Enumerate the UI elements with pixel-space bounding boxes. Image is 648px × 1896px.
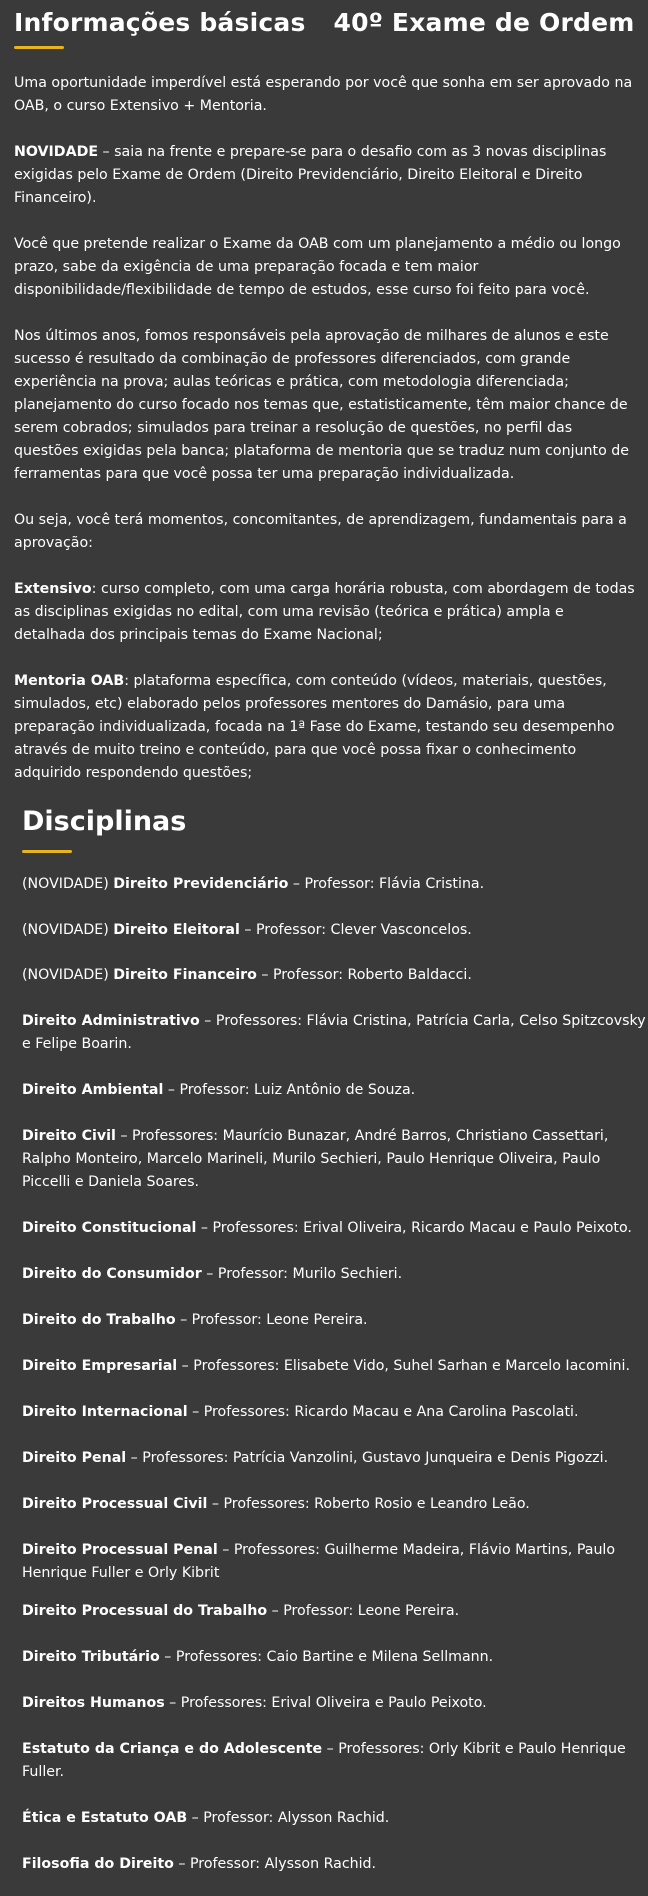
disciplina-professors: – Professores: Ricardo Macau e Ana Carolina Pascolati.	[187, 1404, 579, 1420]
disciplina-item	[22, 1646, 646, 1669]
disciplina-item	[22, 1738, 646, 1784]
intro-paragraph: Ou seja, você terá momentos, concomitantes, de aprendizagem, fundamentais para a aprovação:	[14, 512, 627, 551]
disciplina-item	[22, 1355, 646, 1378]
disciplina-professors: – Professores: Caio Bartine e Milena Sellmann.	[159, 1649, 494, 1665]
disciplina-professors: – Professores: Elisabete Vido, Suhel Sarhan e Marcelo Iacomini.	[177, 1358, 630, 1374]
disciplina-name: Direito Previdenciário	[113, 876, 289, 892]
disciplina-professors: – Professor: Alysson Rachid.	[187, 1810, 390, 1826]
disciplina-professors: – Professores: Erival Oliveira, Ricardo Macau e Paulo Peixoto.	[196, 1220, 632, 1236]
intro-paragraph: Uma oportunidade imperdível está esperando por você que sonha em ser aprovado na OAB, o curso Extensivo + Mentoria.	[14, 75, 633, 114]
disciplina-item	[22, 1807, 646, 1830]
disciplina-item	[22, 873, 646, 896]
disciplina-prefix: (NOVIDADE)	[22, 922, 114, 938]
disciplina-name: Direito Ambiental	[22, 1082, 164, 1098]
header-title	[14, 6, 644, 40]
novidade-text: – saia na frente e prepare-se para o desafio com as 3 novas disciplinas exigidas pelo Exame de Ordem (Direito Previdenciário, Direito Eleitoral e Direito Financeiro).	[14, 144, 607, 206]
disciplina-professors: – Professores: Flávia Cristina, Patrícia Carla, Celso Spitzcovsky e Felipe Boarin.	[22, 1013, 646, 1052]
disciplina-name: Direito Constitucional	[22, 1220, 197, 1236]
disciplina-name: Direito Administrativo	[22, 1013, 200, 1029]
disciplina-professors: – Professor: Leone Pereira.	[267, 1603, 460, 1619]
disciplina-name: Direito Empresarial	[22, 1358, 178, 1374]
mentoria-text: : plataforma específica, com conteúdo (vídeos, materiais, questões, simulados, etc) elaborado pelos professores mentores do Damásio, para uma preparação individualizada, focada na 1ª Fase do Exame, testando seu desempenho através de muito treino e conteúdo, para que você possa fixar o conhecimento adquirido respondendo questões;	[14, 673, 615, 781]
info-header	[14, 6, 644, 49]
disciplina-name: Direito Penal	[22, 1450, 127, 1466]
disciplina-name: Ética e Estatuto OAB	[22, 1810, 188, 1826]
novidade-label: NOVIDADE	[14, 144, 99, 160]
disciplina-professors: – Professor: Roberto Baldacci.	[256, 967, 472, 983]
header-title-left: Informações básicas	[14, 8, 306, 37]
disciplina-professors: – Professor: Alysson Rachid.	[173, 1856, 377, 1872]
disciplina-name: Direito Processual do Trabalho	[22, 1603, 268, 1619]
extensivo-text: : curso completo, com uma carga horária robusta, com abordagem de todas as disciplinas exigidas no edital, com uma revisão (teórica e prática) ampla e detalhada dos principais temas do Exame Nacional;	[14, 581, 635, 643]
disciplina-item	[22, 1600, 646, 1623]
disciplina-item	[22, 1079, 646, 1102]
disciplina-item	[22, 1010, 646, 1056]
disciplina-name: Estatuto da Criança e do Adolescente	[22, 1741, 323, 1757]
disciplina-item	[22, 1853, 646, 1876]
disciplina-item	[22, 919, 646, 942]
intro-paragraph: Você que pretende realizar o Exame da OAB com um planejamento a médio ou longo prazo, sabe da exigência de uma preparação focada e tem maior disponibilidade/flexibilidade de tempo de estudos, esse curso foi feito para você.	[14, 236, 621, 298]
disciplina-prefix: (NOVIDADE)	[22, 967, 114, 983]
disciplina-prefix: (NOVIDADE)	[22, 876, 114, 892]
intro-text	[14, 72, 638, 808]
header-underline	[14, 46, 64, 49]
disciplinas-header	[22, 804, 642, 853]
disciplina-name: Direito Processual Penal	[22, 1542, 218, 1558]
disciplina-professors: – Professor: Luiz Antônio de Souza.	[163, 1082, 416, 1098]
intro-paragraph: Nos últimos anos, fomos responsáveis pela aprovação de milhares de alunos e este sucesso é resultado da combinação de professores diferenciados, com grande experiência na prova; aulas teóricas e prática, com metodologia diferenciada; planejamento do curso focado nos temas que, estatisticamente, têm maior chance de serem cobrados; simulados para treinar a resolução de questões, no perfil das questões exigidas pela banca; plataforma de mentoria que se traduz num conjunto de ferramentas para que você possa ter uma preparação individualizada.	[14, 328, 630, 482]
disciplina-professors: – Professores: Erival Oliveira e Paulo Peixoto.	[164, 1695, 487, 1711]
disciplina-professors: – Professores: Maurício Bunazar, André Barros, Christiano Cassettari, Ralpho Monteiro, Marcelo Marineli, Murilo Sechieri, Paulo Henrique Oliveira, Paulo Piccelli e Daniela Soares.	[22, 1128, 609, 1190]
disciplina-professors: – Professores: Roberto Rosio e Leandro Leão.	[207, 1496, 530, 1512]
disciplina-item	[22, 1692, 646, 1715]
disciplina-item	[22, 1217, 646, 1240]
disciplina-name: Filosofia do Direito	[22, 1856, 174, 1872]
disciplina-name: Direito do Trabalho	[22, 1312, 176, 1328]
disciplina-item	[22, 1263, 646, 1286]
intro-paragraph-mentoria	[14, 670, 638, 785]
disciplinas-underline	[22, 850, 72, 853]
disciplina-name: Direito Processual Civil	[22, 1496, 208, 1512]
extensivo-label: Extensivo	[14, 581, 92, 597]
disciplina-professors: – Professor: Clever Vasconcelos.	[239, 922, 472, 938]
intro-paragraph-novidade	[14, 141, 638, 210]
disciplina-item	[22, 1401, 646, 1424]
disciplina-name: Direito Internacional	[22, 1404, 188, 1420]
disciplina-name: Direito Tributário	[22, 1649, 160, 1665]
disciplina-item	[22, 1493, 646, 1516]
disciplina-item	[22, 1125, 646, 1194]
disciplina-professors: – Professor: Flávia Cristina.	[288, 876, 485, 892]
mentoria-label: Mentoria OAB	[14, 673, 125, 689]
disciplina-item	[22, 964, 646, 987]
disciplina-item	[22, 1309, 646, 1332]
disciplina-name: Direito Financeiro	[113, 967, 257, 983]
disciplinas-title: Disciplinas	[22, 806, 187, 837]
header-title-right: 40º Exame de Ordem	[333, 8, 635, 37]
disciplina-name: Direito Eleitoral	[113, 922, 240, 938]
disciplina-professors: – Professores: Patrícia Vanzolini, Gustavo Junqueira e Denis Pigozzi.	[126, 1450, 609, 1466]
disciplina-professors: – Professor: Murilo Sechieri.	[201, 1266, 403, 1282]
disciplina-item	[22, 1447, 646, 1470]
intro-paragraph-extensivo	[14, 578, 638, 647]
disciplina-item	[22, 1539, 646, 1585]
disciplina-professors: – Professor: Leone Pereira.	[175, 1312, 368, 1328]
disciplina-name: Direitos Humanos	[22, 1695, 165, 1711]
disciplina-professors: – Professores: Guilherme Madeira, Flávio Martins, Paulo Henrique Fuller e Orly Kibrit	[22, 1542, 616, 1581]
disciplina-name: Direito Civil	[22, 1128, 116, 1144]
disciplina-name: Direito do Consumidor	[22, 1266, 202, 1282]
disciplina-professors: – Professores: Orly Kibrit e Paulo Henrique Fuller.	[22, 1741, 626, 1780]
